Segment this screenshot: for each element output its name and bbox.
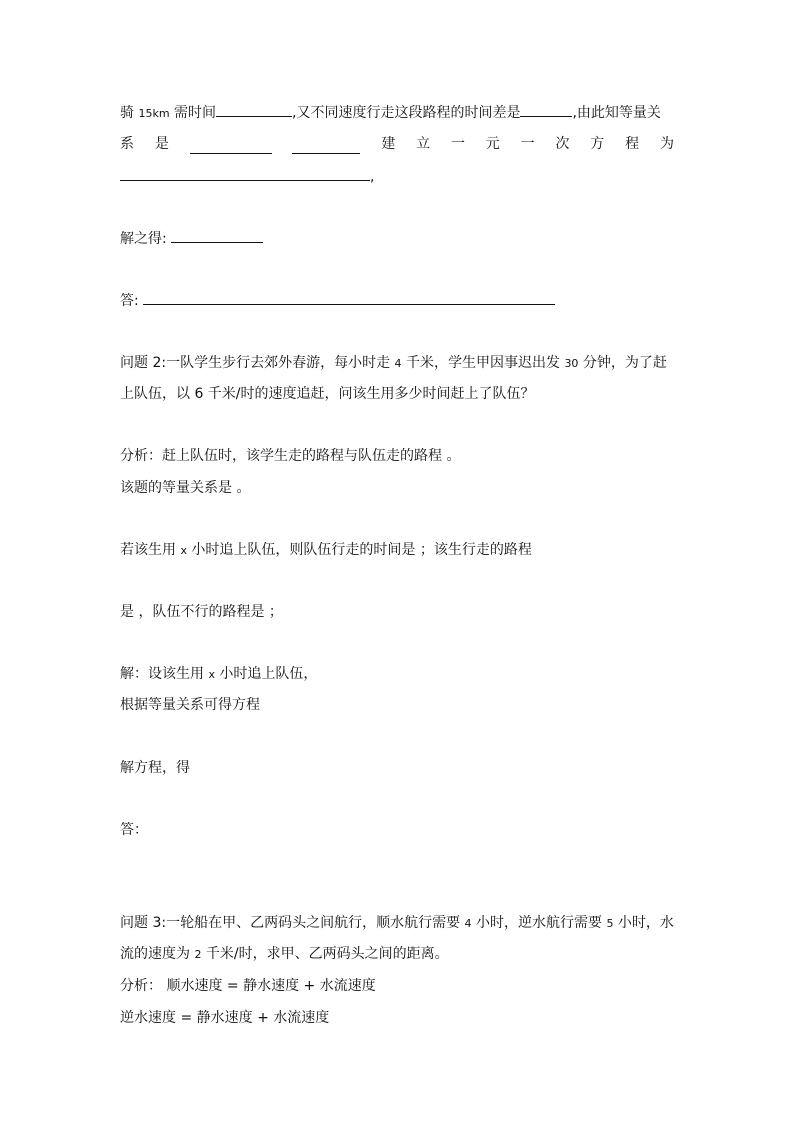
fill-blank[interactable] — [171, 228, 263, 243]
text: 一 — [450, 136, 465, 152]
p1-solve-line — [120, 228, 263, 249]
number: 5 — [606, 917, 614, 930]
text: , — [370, 169, 375, 185]
number: 4 — [464, 917, 472, 930]
fill-blank[interactable] — [520, 102, 572, 117]
text: 千米/时，求甲、乙两码头之间的距离。 — [205, 946, 449, 962]
p2-solve-line: 解方程，得 — [120, 760, 190, 776]
p1-line-2 — [120, 134, 674, 154]
solve-label: 解之得: — [120, 231, 167, 247]
text: 元 — [485, 136, 500, 152]
p3-question-line-1 — [120, 913, 674, 934]
p2-solution-line — [120, 664, 317, 685]
text: 系 — [120, 136, 134, 152]
text: 流的速度为 — [120, 946, 190, 962]
p2-answer-line: 答： — [120, 822, 148, 838]
text: 千米，学生甲因事迟出发 — [405, 355, 560, 371]
p2-analysis: 分析：赶上队伍时，该学生走的路程与队伍走的路程 。 — [120, 448, 461, 464]
text: ,又不同速度行走这段路程的时间差是 — [292, 105, 521, 121]
number: 4 — [394, 357, 402, 370]
text: 问题 2:一队学生步行去郊外春游，每小时走 — [120, 355, 391, 371]
text: 建 — [381, 136, 396, 152]
text: 小时追上队伍，则队伍行走的时间是 ；该生行走的路程 — [191, 542, 532, 558]
text: 小时，水 — [617, 915, 674, 931]
p2-relation: 该题的等量关系是 。 — [120, 480, 251, 496]
fill-blank[interactable] — [216, 102, 292, 117]
text: 若该生用 — [120, 542, 176, 558]
text: 分钟，为了赶 — [582, 355, 667, 371]
p2-question-line-1 — [120, 353, 667, 374]
text: ,由此知等量关 — [572, 105, 661, 121]
text: 解：设该生用 — [120, 666, 204, 682]
fill-blank[interactable] — [292, 139, 360, 154]
number: 2 — [194, 948, 202, 961]
text: 为 — [659, 136, 674, 152]
text: 需时间 — [174, 105, 216, 121]
p2-question-line-2: 上队伍，以 6 千米/时的速度追赶，问该生用多少时间赶上了队伍？ — [120, 386, 535, 402]
p3-analysis-line-2: 逆水速度 = 静水速度 + 水流速度 — [120, 1010, 330, 1026]
fill-blank[interactable] — [190, 139, 272, 154]
answer-label: 答: — [120, 293, 139, 309]
text: 方 — [590, 136, 605, 152]
fill-blank[interactable] — [120, 166, 370, 181]
text: 小时，逆水航行需要 — [475, 915, 602, 931]
text: 一 — [520, 136, 535, 152]
p2-equation-line: 根据等量关系可得方程 — [120, 697, 260, 713]
p2-assume-line — [120, 540, 532, 561]
variable: x — [180, 544, 187, 557]
p3-analysis-line-1: 分析： 顺水速度 = 静水速度 + 水流速度 — [120, 978, 376, 994]
number: 30 — [564, 357, 579, 370]
p1-line-3 — [120, 166, 374, 187]
text: 是 — [154, 136, 169, 152]
p2-is-line: 是 ，队伍不行的路程是 ； — [120, 604, 283, 620]
fill-blank[interactable] — [143, 290, 555, 305]
distance-value: 15km — [138, 107, 170, 120]
text: 次 — [555, 136, 570, 152]
p1-answer-line — [120, 290, 555, 311]
text: 骑 — [120, 105, 134, 121]
text: 程 — [625, 136, 640, 152]
variable: x — [208, 668, 215, 681]
text: 立 — [416, 136, 431, 152]
p3-question-line-2 — [120, 944, 449, 965]
p1-line-1 — [120, 102, 661, 124]
text: 小时追上队伍， — [219, 666, 318, 682]
text: 问题 3:一轮船在甲、乙两码头之间航行，顺水航行需要 — [120, 915, 461, 931]
